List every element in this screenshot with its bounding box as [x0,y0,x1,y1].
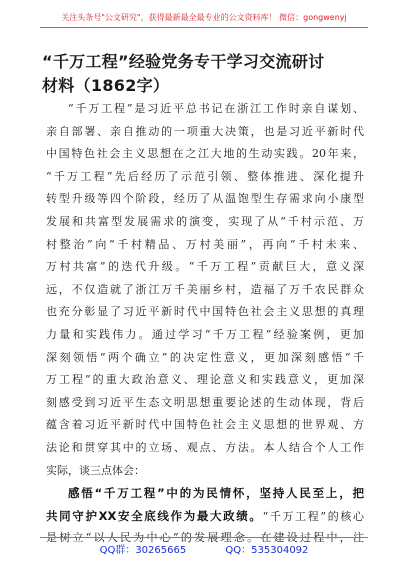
header-rule [40,27,368,28]
body-line: 力量和实践伟力。通过学习“千万工程”经验案例，更加 [46,327,364,341]
section-heading-bold: 共同守护XX安全底线作为最大政绩。 [46,508,263,523]
body-line: “千万工程”先后经历了示范引领、整体推进、深化提升 [46,169,364,183]
title-line-2: 材料（1862字） [42,76,170,95]
document-body [46,98,364,550]
section-heading-rest: “千万工程”的核心 [262,509,364,523]
title-line-1: “千万工程”经验党务专干学习交流研讨 [42,52,325,71]
body-line: 发展和共富型发展需求的演变，实现了从“千村示范、万 [46,214,364,228]
body-line: 亲自部署、亲自推动的一项重大决策，也是习近平新时代 [46,124,364,138]
body-line: 深刻领悟“两个确立”的决定性意义，更加深刻感悟“千 [46,350,364,364]
body-line: 中国特色社会主义思想在之江大地的生动实践。20年来， [46,147,364,161]
header-banner: 关注头条号"公文研究"，获得最新最全最专业的公文资料库！ 微信：gongwenyj [61,13,347,22]
body-line: 万村共富”的迭代升级。“千万工程”贡献巨大，意义深 [46,260,364,274]
body-line: “千万工程”是习近平总书记在浙江工作时亲自谋划、 [68,102,364,115]
section-heading-line-1: 感悟“千万工程”中的为民情怀，坚持人民至上，把 [68,486,364,501]
body-line: 也充分彰显了习近平新时代中国特色社会主义思想的真理 [46,305,364,319]
footer-qq: QQ：535304092 [225,545,309,556]
footer-rule [40,537,368,538]
document-title [42,50,370,98]
body-line: 是树立“以人民为中心”的发展理念。在建设过程中，注 [46,531,364,545]
section-heading-line-2 [46,505,364,528]
body-line: 万工程”的重大政治意义、理论意义和实践意义，更加深 [46,373,364,387]
body-line: 法论和贯穿其中的立场、观点、方法。本人结合个人工作 [46,440,364,454]
footer-qq-group: QQ群：30265665 [99,545,187,556]
body-line: 刻感受到习近平生态文明思想重要论述的生动体现，背后 [46,395,364,409]
body-line: 实际，谈三点体会： [46,463,145,477]
body-line: 蕴含着习近平新时代中国特色社会主义思想的世界观、方 [46,418,364,432]
body-line: 转型升级等四个阶段，经历了从温饱型生存需求向小康型 [46,192,364,206]
body-line: 远，不仅造就了浙江万千美丽乡村，造福了万千农民群众 [46,282,364,296]
footer [0,541,408,556]
body-line: 村整治”向“千村精品、万村美丽”，再向“千村未来、 [46,237,364,251]
